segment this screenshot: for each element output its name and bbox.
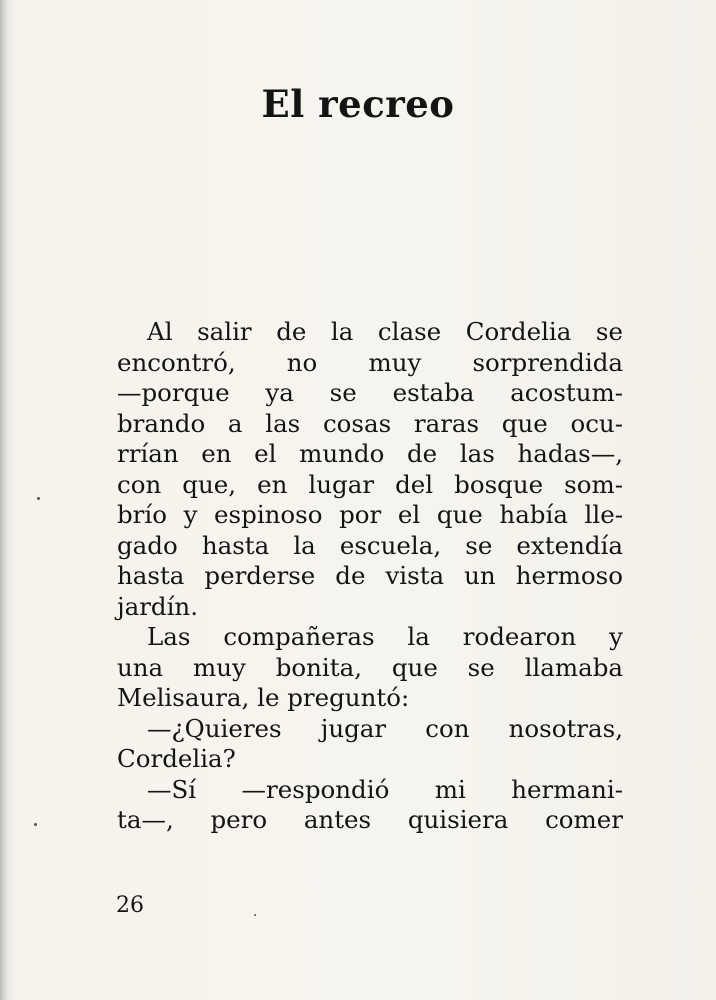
paper-speck: [254, 914, 256, 916]
text-line: Cordelia?: [117, 744, 236, 773]
body-text: [117, 317, 623, 836]
text-line: —¿Quieres jugar con nosotras,: [147, 713, 623, 743]
text-line: rrían en el mundo de las hadas—,: [117, 439, 623, 468]
paper-speck: [34, 823, 37, 826]
text-line: —porque ya se estaba acostum-: [117, 378, 623, 407]
text-line: con que, en lugar del bosque som-: [117, 469, 623, 499]
text-line: encontró, no muy sorprendida: [117, 347, 623, 377]
text-line: —Sí —respondió mi hermani-: [147, 774, 623, 804]
text-line: Las compañeras la rodearon y: [147, 622, 623, 651]
text-line: brío y espinoso por el que había lle-: [117, 500, 623, 529]
text-line: Al salir de la clase Cordelia se: [147, 317, 623, 346]
text-line: jardín.: [117, 591, 199, 621]
text-line: una muy bonita, que se llamaba: [117, 652, 623, 682]
text-line: Melisaura, le preguntó:: [117, 683, 410, 712]
page-binding-edge: [0, 0, 8, 1000]
text-line: brando a las cosas raras que ocu-: [117, 408, 623, 438]
chapter-title: El recreo: [261, 82, 455, 126]
text-line: hasta perderse de vista un hermoso: [117, 561, 623, 590]
text-line: ta—, pero antes quisiera comer: [117, 805, 623, 834]
page-number: 26: [116, 893, 144, 918]
text-line: gado hasta la escuela, se extendía: [117, 530, 623, 560]
paper-speck: [37, 497, 40, 500]
